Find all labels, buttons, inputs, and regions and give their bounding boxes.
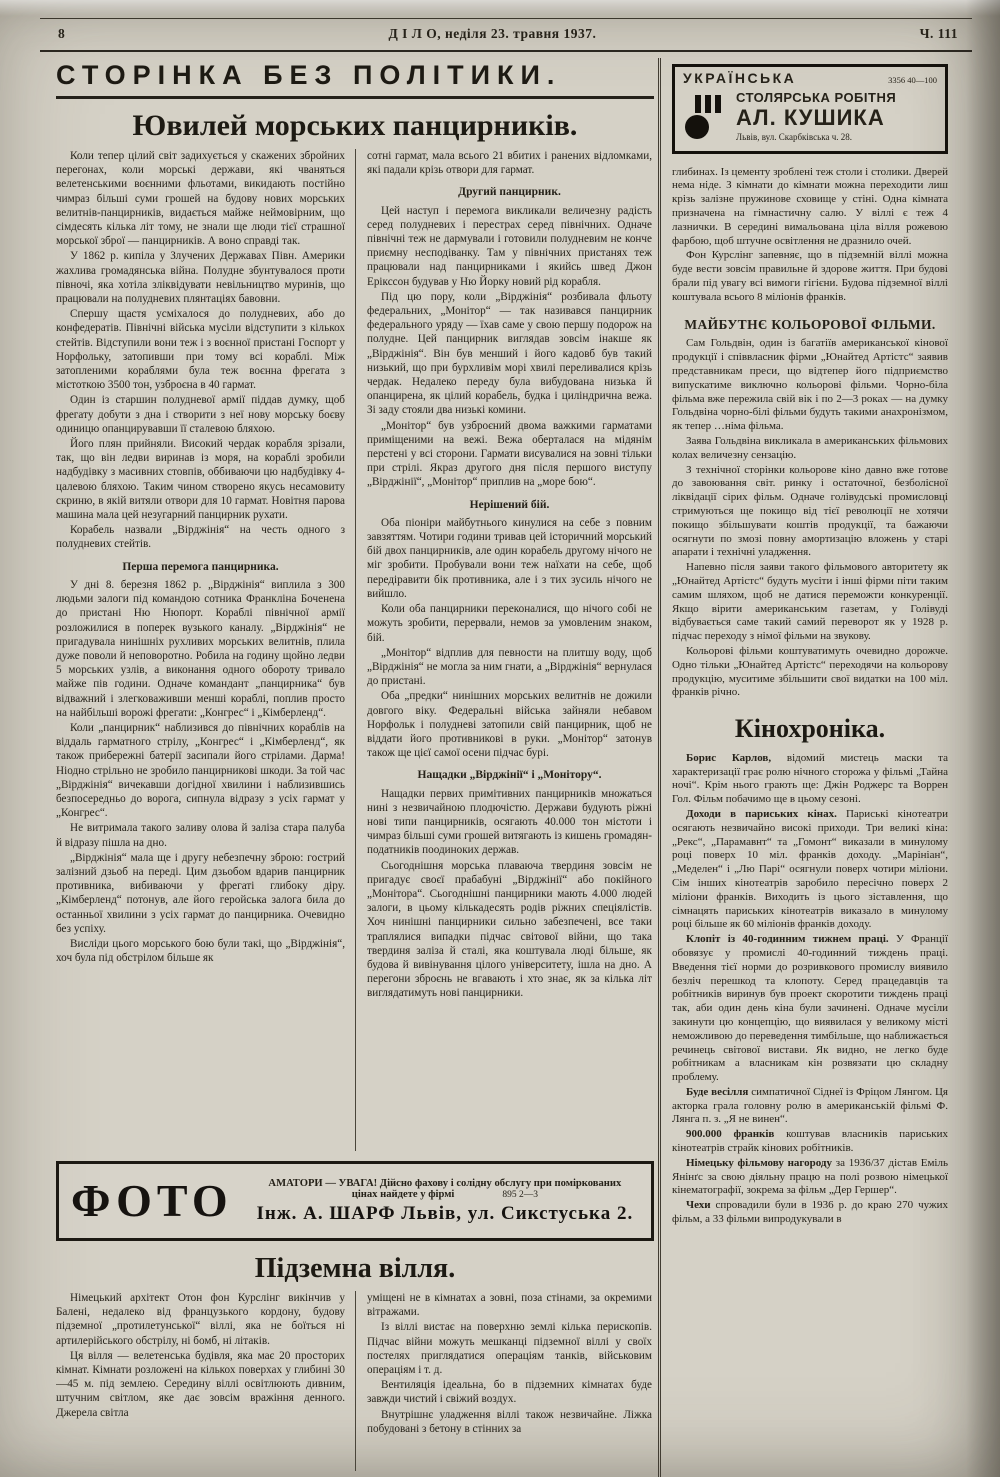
main-article-column-1 xyxy=(56,149,355,1151)
paragraph: Нащадки первих примітивних панцирників множаться нині з незвичайною плодючістю. Держави будують ріжні нові типи панцирників, осягають 40.000 тон містоти і чимраз більші суми грошей витягають із кишень громадян-податників поодиноких держав. xyxy=(367,787,652,857)
paragraph: „Вірджінія“ мала ще і другу небезпечну зброю: гострий залізний дзьоб на переді. Цим дзьобом вдарив панцирник противника, вибиваючи у фрегаті глибоку діру. „Кімберленд“ потонув, але його геройська залога била до останньої хвилини з усіх гармат до панцирника. Очевидно без успіху. xyxy=(56,851,345,935)
main-article-column-2 xyxy=(355,149,654,1151)
paragraph: Спершу щастя усміхалося до полудневих, або до конфедератів. Північні війська мусіли відступити з кількох стейтів. Відступили вони теж і з воєнної пристані Госпорт у Норфольку, затопивши при тому всі кораблі. Між затопленими кораблями була теж воєнна фрегата з містоткою 3500 тон, узброєна в 40 гармат. xyxy=(56,308,345,392)
paragraph: Чехи спровадили були в 1936 р. до краю 270 чужих фільм, а 33 фільми випродукували в xyxy=(672,1199,948,1226)
section-title-rule xyxy=(56,96,654,99)
paragraph: „Монітор“ був узброєний двома важкими гарматами приміщеними на вежі. Вежа оберталася на мідянім перстені у всі сторони. Гармати висувалися на зовні тільки при стрілі. Якраз другого дня після першого виступу „Вірджінії“, „Монітор“ приплив на „море бою“. xyxy=(367,419,652,489)
paragraph: Коли „панцирник“ наблизився до північних кораблів на віддаль гарматного стрілу, „Конгрес“ і „Кімберленд“, як також прибережні батерії засипали його стрілами. Дарма! Ніодно стрільно не зробило панцирникові шкоди. За той час „Вірджінія“ вичекавши догідної хвилини і наблизившись безпосередньо до ворога, сипнула відразу з усіх гармат у „Конгрес“. xyxy=(56,721,345,820)
paragraph: Коли тепер цілий світ задихується у скажених збройних перегонах, коли морські держави, які чваняться велетенськими воєнними фльотами, викидають постійно чимраз більші суми грошей на будову нових морських велитнів-панцирників, видається майже неймовірним, що сімдесять кілька літ тому, не знали ще люди тієї страшної морської зброї — панцирників. А воно справді так. xyxy=(56,150,345,248)
paragraph: Кольорові фільми коштуватимуть очевидно дорожче. Одно тільки „Юнайтед Артістс“ переходячи на кольорову продукцію, муситиме збільшити свої видатки на 100 міл. франків річно. xyxy=(672,644,948,699)
photo-ad-line2: цінах найдете у фірмі xyxy=(351,1188,455,1200)
bottom-article-column-1 xyxy=(56,1291,355,1471)
paragraph: Заява Гольдвіна викликала в американських фільмових колах величезну сензацію. xyxy=(672,435,948,461)
paragraph: Цей наступ і перемога викликали величезну радість серед полудневих і перестрах серед північних. Одначе північні теж не дармували і готовили полудневим не конче приємну несподіванку. Там у північних пристанях теж працювали над панцирниками і якийсь швед Джон Ерікссон будував у Ню Йорку новий рід корабля. xyxy=(367,204,652,288)
paragraph: Висліди цього морського бою були такі, що „Вірджінія“, хоч була під обстрілом більше як xyxy=(56,937,345,965)
photo-studio-ad xyxy=(56,1161,654,1241)
bottom-article-column-2 xyxy=(355,1291,654,1471)
right-column-text xyxy=(672,166,948,1227)
paragraph: Сам Гольдвін, один із багатіїв американської кінової продукції і співвласник фірми „Юнайтед Артістс“ заявив представникам преси, що відтепер його підприємство випускатиме виключно кольорові фільми. Чорно-біла фільма вже пережила свій вік і по 2—3 роках — на думку Гольдвіна чорно-білі фільми будуть такими анахронізмом, як тепер …німа фільма. xyxy=(672,337,948,433)
paragraph: Борис Карлов, відомий мистець маски та характеризації грає ролю нічного сторожа у фільмі „Тайна ночі“. Крім нього грають ще: Джін Роджерс та Воррен Гол. Фільм побачимо ще в цьому сезоні. xyxy=(672,751,948,806)
subheading: Кінохроніка. xyxy=(734,714,886,744)
carpentry-ad-name: АЛ. КУШИКА xyxy=(736,104,885,130)
paragraph: Його плян прийняли. Високий чердак корабля зрізали, так, що він ледви виринав із моря, на кораблі зробили надбудівку з масивних стовпів, оббиваючи цю надбудівку 4-цалевою бляхою. Таким чином створено якусь несамовиту скриню, в якій витяли отвори для 10 гармат. Новітня парова машина мала цей незугарний панцирник рухати. xyxy=(56,438,345,522)
paragraph: Ця вілля — велетенська будівля, яка має 20 просторих кімнат. Кімнати розложені на кількох поверхах у глибині 30—45 м. під землею. Середину віллі освітлюють дивним, штучним світлом, яке дає зовсім вражіння денного. Джерела світла xyxy=(56,1349,345,1419)
top-rule xyxy=(40,18,972,19)
paragraph: Доходи в париських кінах. Париські кінотеатри осягають незвичайно високі приходи. Три великі кіна: „Рекс“, „Парамавнт“ та „Гомонт“ виказали в минулому році поверх 10 міл. франків доходу. „Марініан“, „Меделен“ і „Лю Парі“ осягнули поверх чотири міліони. Сім інших кінотеатрів заробило пересічно поверх 2 міліони франків. Виходить із цього зіставлення, що сімнацять париських кінотеатрів виказало в минулому році більше як 60 міліонів франків доходу. xyxy=(672,807,948,931)
paragraph: Німецьку фільмову нагороду за 1936/37 дістав Еміль Янінґс за свою діяльну працю на полі розвою німецької кінематографії, зокрема за фільм „Дер Гершер“. xyxy=(672,1156,948,1197)
paragraph: сотні гармат, мала всього 21 вбитих і ранених відломками, які падали крізь отвори для гармат. xyxy=(367,150,652,177)
issue-number: Ч. 111 xyxy=(919,26,958,41)
paragraph: Німецький архітект Отон фон Курслінг викінчив у Балені, недалеко від французького кордону, будову підземної „протилетунської“ віллі, яка не боїться ні артилерійського обстрілу, ні бомб, ні літаків. xyxy=(56,1292,345,1347)
carpentry-ad xyxy=(672,64,948,154)
photo-ad-code: 895 2—3 xyxy=(502,1189,538,1200)
subheading: Перша перемога панцирника. xyxy=(122,560,279,573)
carpentry-ad-kicker: УКРАЇНСЬКА xyxy=(683,70,797,86)
page-number: 8 xyxy=(58,26,66,41)
paragraph: Клопіт із 40-годинним тижнем праці. У Франції обовязує у промислі 40-годинний тиждень праці. Введення тієї норми до розривкового промислу виявило безліч перешкод та клопоту. Серед працедавців та робітників виринув був проект скоротити тиждень праці так, аби один день кіна були зачинені. Одначе мусіли закинути цю концепцію, що виявилася у великому місті неможливою до переведення тимбільше, що наближається речинець світової вистави. Як видно, не легко буде робітникам а власникам кін розвязати цю складну проблему. xyxy=(672,933,948,1084)
paragraph: Напевно після заяви такого фільмового авторитету як „Юнайтед Артістс“ будуть мусіти і інші фірми піти таким самим шляхом, щоб не датися переможти конкуренції. Якщо вірити американським газетам, у Голівуді відбувається саме такий самий переворот як у 1928 р. підчас переходу з німої фільми на звукову. xyxy=(672,561,948,643)
subheading: МАЙБУТНЄ КОЛЬОРОВОЇ ФІЛЬМИ. xyxy=(684,316,936,332)
page-header xyxy=(58,26,958,42)
subheading: Нерішений бій. xyxy=(469,498,550,511)
paragraph: уміщені не в кімнатах а зовні, поза стінами, за окремими вітражами. xyxy=(367,1292,652,1319)
paragraph: Не витримала такого заливу олова й заліза стара палуба й відразу пішла на дно. xyxy=(56,822,345,849)
header-rule xyxy=(40,50,972,52)
right-column xyxy=(672,64,948,1477)
photo-ad-brand: ФОТО xyxy=(71,1175,233,1226)
subheading: Другий панцирник. xyxy=(458,186,561,199)
paragraph: Вентиляція ідеальна, бо в підземних кімнатах буде завжди чистий і свіжий воздух. xyxy=(367,1379,652,1406)
paragraph: Корабель назвали „Вірджінія“ на честь одного з полудневих стейтів. xyxy=(56,524,345,551)
main-content xyxy=(56,60,654,1471)
paragraph: З технічної сторінки кольорове кіно давно вже готове до завоювання світ. ринку і остаточної, безболісної ліквідації сірих фільм. Одначе голівудські промисловці стримуються ще покищо від тієї революції не хотячи покищо збільшувати коштів продукції, та бажаючи осягнути по змозі повну амортизацію вложень у старі апарати і технічні уладження. xyxy=(672,463,948,559)
section-title: СТОРІНКА БЕЗ ПОЛІТИКИ. xyxy=(56,60,562,90)
paragraph: Під цю пору, коли „Вірджінія“ розбивала фльоту федеральних, „Монітор“ — так називався панцирник федерального уряду — їхав саме у свою першу подорож на полудне. Цей панцирник виглядав зовсім інакше як „Вірджінія“. Він був менший і його кадовб був такий низький, що при бурхливім морі хвилі переливалися крізь чердак. Недалеко переду була вибудована низька й опанцирена, як цілий корабель, будка і циліндрична вежа. Зі заду стояли два низькі комини. xyxy=(367,290,652,417)
paragraph: Із віллі вистає на поверхню землі кілька перископів. Підчас війни можуть мешканці підземної віллі у своїх постелях приглядатися операціям танків, військовим операціям і т. д. xyxy=(367,1321,652,1377)
paragraph: Фон Курслінг запевняє, що в підземній віллі можна буде вести зовсім правильне й здорове життя. При будові брали під увагу всі вимоги гігієни. Будова підземної віллі коштувала всього 8 міліонів франків. xyxy=(672,249,948,303)
right-column-divider xyxy=(658,58,661,1477)
subheading: Нащадки „Вірджінії“ і „Монітору“. xyxy=(417,769,602,782)
paragraph: Буде весілля симпатичної Сіднеї із Фріцом Лянгом. Ця акторка грала головну ролю в американській фільмі Ф. Лянга п. з. „Я не винен“. xyxy=(672,1085,948,1126)
paragraph: Коли оба панцирники переконалися, що нічого собі не можуть зробити, перервали, немов за умовленим знаком, бій. xyxy=(367,603,652,644)
paragraph: Внутрішнє уладження віллі також незвичайне. Ліжка побудовані з бетону в стінних за xyxy=(367,1408,652,1435)
carpentry-ad-line2: СТОЛЯРСЬКА РОБІТНЯ xyxy=(736,89,897,105)
photo-ad-line1: АМАТОРИ — УВАГА! Дійсно фахову і солідну обслугу при поміркованих xyxy=(268,1177,622,1189)
carpentry-ad-address: Львів, вул. Скарбківська ч. 28. xyxy=(736,131,852,142)
paragraph: „Монітор“ відплив для певности на плитшу воду, щоб „Вірджінія“ не могла за ним гнати, а „Вірджінія“ вернулася до пристані. xyxy=(367,646,652,688)
carpentry-logo-icon xyxy=(683,95,727,141)
paragraph: Оба піоніри майбутнього кинулися на себе з повним завзяттям. Чотири години тривав цей історичний морський бій двох панцирників, але один корабель другому нічого не міг зробити. Пробували вони теж наїхати на себе, щоб передіравити бік противника, але і з тих зусиль нічого не вийшло. xyxy=(367,516,652,600)
photo-ad-text xyxy=(251,1178,639,1225)
paragraph: У 1862 р. кипіла у Злучених Державах Півн. Америки жахлива громадянська війна. Полудне збунтувалося проти півночі, яка хотіла зліквідувати невільництво муринів, що працювали на полудневих плянтаціях бавовни. xyxy=(56,250,345,306)
paragraph: Оба „предки“ нинішних морських велитнів не дожили довгого віку. Федеральні війська зайняли небавом Норфольк і полудневі затопили свій панцирник, щоб не віддати його противникові в руки. „Монітор“ затонув також ще цієї самої осени підчас бурі. xyxy=(367,690,652,760)
paragraph: Один із старшин полудневої армії піддав думку, щоб фрегату добути з дна і створити з неї нову морську боєву одиницю опанцирувавши її сталевою бляхою. xyxy=(56,394,345,435)
carpentry-ad-code: 3356 40—100 xyxy=(888,75,937,85)
photo-ad-firm: Інж. А. ШАРФ Львів, ул. Сикстуська 2. xyxy=(256,1202,634,1224)
bottom-article-columns xyxy=(56,1291,654,1471)
main-article-columns xyxy=(56,149,654,1151)
main-article-title: Ювилей морських панцирників. xyxy=(132,109,578,142)
paragraph: У дні 8. березня 1862 р. „Вірджінія“ виплила з 300 людьми залоги під командою сотника Франкліна Боченена до пристані Ню Нюпорт. Кораблі північної армії розложилися в поперек вузького каналу. „Вірджінія“ не пригадувала нинішніх рухливих морських велитнів, плила дуже поволи й неповоротно. Робила на годину щойно ледви 5 морських узлів, а виконання одного обороту тривало майже пів години. Одначе командант „панцирника“ був відважний і злегковаживши менші кораблі, поплив просто на найбільші ворожі фрегати: „Конгрес“ і „Кімберленд“. xyxy=(56,578,345,719)
paragraph: 900.000 франків коштував власників париських кінотеатрів страйк кінових робітників. xyxy=(672,1128,948,1155)
bottom-article-title: Підземна вілля. xyxy=(254,1253,456,1284)
paragraph: глибинах. Із цементу зроблені теж столи і столики. Дверей нема ніде. З кімнати до кімнати можна переходити лиш крізь залізне пружинове сховище у стіні. Одна кімната призначена на гімнастичну салю. У віллі є теж 4 лазнички. В середині вимальована ціла вілля рожевою фарбою, щоб штучне освітлення не дразнило очей. xyxy=(672,165,948,247)
paragraph: Сьогоднішня морська плаваюча твердиня зовсім не пригадує своєї прабабуні „Вірджінії“ або покійного „Монітора“. Сьогоднішні панцирники мають 4.000 людей залоги, в цьому кількадесять родів ріжних спеціялістів. Хоч нинішні панцирники сильно забезпечені, все таки траплялися випадки підчас світової війни, що така твердиня заліза й сталі, яка коштувала люді більше, як будова й вивінування цілого університету, ішла на дно. А перегони зброєнь не вгавають і хто знає, як за кілька літ виглядатимуть нові панцирники. xyxy=(367,859,652,1000)
masthead: Д І Л О, неділя 23. травня 1937. xyxy=(388,26,597,41)
